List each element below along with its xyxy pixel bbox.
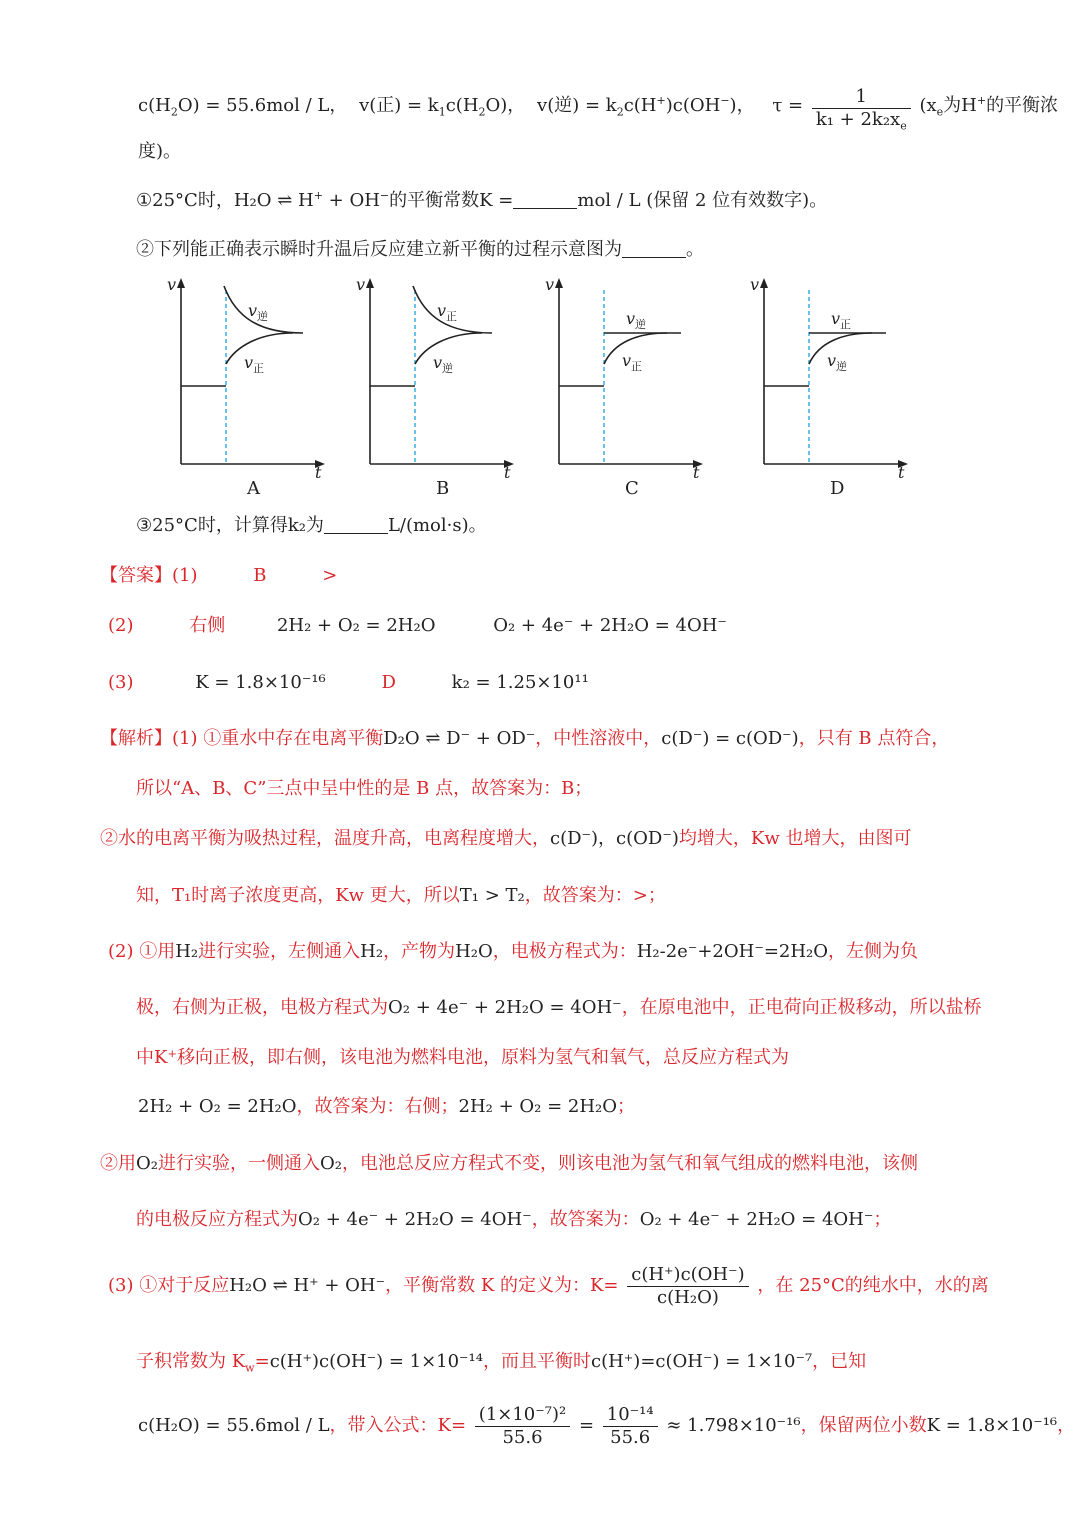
fraction-denominator: 55.6	[610, 1427, 651, 1448]
text: ②下列能正确表示瞬时升温后反应建立新平衡的过程示意图为	[136, 239, 622, 260]
k-calc-fraction-2	[603, 1404, 658, 1449]
text: v(逆) = k	[537, 95, 617, 116]
text: ③25°C时，计算得k₂为	[136, 515, 324, 536]
answer-blank[interactable]	[622, 239, 686, 258]
upper-rate-label: v	[248, 301, 258, 320]
text: O₂ + 4e⁻ + 2H₂O = 4OH⁻	[388, 997, 622, 1018]
analysis-line-8	[138, 1095, 635, 1119]
axis-label-v: v	[750, 275, 760, 294]
fraction-denominator	[812, 109, 911, 131]
y-axis-arrow	[555, 278, 563, 288]
graph-letter: B	[436, 478, 450, 499]
axis-label-t: t	[693, 463, 700, 482]
text: ，	[1057, 1415, 1076, 1436]
lower-rate-curve	[226, 333, 293, 364]
tau-fraction	[812, 86, 911, 131]
upper-rate-label: v	[831, 309, 841, 328]
upper-rate-subscript: 逆	[635, 318, 646, 331]
text: c(H	[138, 95, 171, 116]
lower-rate-curve	[415, 333, 482, 364]
lower-rate-subscript: 逆	[442, 362, 453, 375]
text: K = 1.8×10⁻¹⁶	[926, 1415, 1058, 1436]
text: 进行实验，一侧通入	[157, 1153, 320, 1174]
upper-rate-subscript: 逆	[257, 310, 268, 323]
text: O₂ + 4e⁻ + 2H₂O = 4OH⁻	[639, 1209, 874, 1230]
k-definition-fraction	[627, 1264, 748, 1309]
text: 子积常数为 K	[136, 1351, 246, 1372]
text: 【解析】(1) ①重水中存在电离平衡	[100, 728, 384, 749]
lower-rate-subscript: 正	[631, 360, 642, 373]
text: 2H₂ + O₂ = 2H₂O	[276, 615, 436, 636]
analysis-line-3	[100, 827, 911, 851]
axis-label-v: v	[356, 275, 366, 294]
graph-letter: C	[625, 478, 639, 499]
text: H₂O ⇌ H⁺ + OH⁻	[229, 1275, 386, 1296]
text: (2)	[108, 615, 134, 636]
analysis-line-13	[138, 1404, 1075, 1449]
text: 均增大，Kw 也增大，由图可	[678, 828, 912, 849]
graph-letter: D	[830, 478, 845, 499]
text: ，在原电池中，正电荷向正极移动，所以盐桥	[621, 997, 982, 1018]
analysis-line-9	[100, 1152, 918, 1176]
lower-rate-subscript: 逆	[836, 360, 847, 373]
text: H₂	[360, 941, 384, 962]
text: k₁ + 2k₂x	[815, 109, 901, 130]
axis-label-t: t	[898, 463, 905, 482]
analysis-line-11	[108, 1264, 989, 1309]
upper-rate-subscript: 正	[446, 310, 457, 323]
text: ，只有 B 点符合，	[798, 728, 950, 749]
text: (3)	[108, 672, 134, 693]
text: D	[381, 672, 396, 693]
text: c(H₂O) = 55.6mol / L	[138, 1415, 330, 1436]
text: 极，右侧为正极，电极方程式为	[136, 997, 388, 1018]
text: 的平衡常数K =	[389, 190, 514, 211]
fraction-numerator: 1	[812, 86, 911, 109]
y-axis-arrow	[177, 278, 185, 288]
line-rate-expressions: $c(H_2O) = 55.6mol / L$， v(正) = $k_1c(H_2O)$， v(逆) = $k_2c(H^+)c(OH^-)$， τ = $\frac{1}{k_1 + 2k_2x_e}$ ($x_e$为H+的平衡浓	[138, 86, 1059, 133]
text: 2H₂ + O₂ = 2H₂O	[138, 1096, 297, 1117]
text: ①25°C时，H₂O ⇌ H	[136, 190, 314, 211]
text: 的平衡浓	[986, 95, 1059, 116]
text: D₂O ⇌ D⁻ + OD⁻	[383, 728, 536, 749]
text: mol / L (保留 2 位有效数字)。	[577, 190, 828, 211]
text: (3) ①对于反应	[108, 1275, 230, 1296]
lower-rate-subscript: 正	[253, 362, 264, 375]
text: O₂	[136, 1153, 158, 1174]
analysis-line-12	[136, 1350, 866, 1374]
text: ②用	[100, 1153, 136, 1174]
text: (x	[919, 95, 937, 116]
fraction-denominator: 55.6	[502, 1427, 543, 1448]
lower-rate-label: v	[622, 351, 632, 370]
answer-label: 【答案】(1)	[100, 565, 198, 586]
text: 的电极反应方程式为	[136, 1209, 298, 1230]
fraction-numerator: (1×10⁻⁷)²	[475, 1404, 570, 1427]
text: 知，T₁时离子浓度更高，Kw 更大，所以	[136, 885, 460, 906]
upper-rate-label: v	[626, 309, 636, 328]
lower-rate-label: v	[244, 353, 254, 372]
question-3	[136, 514, 487, 538]
text: O₂	[319, 1153, 342, 1174]
text: ≈ 1.798×10⁻¹⁶	[666, 1415, 801, 1436]
text: 。	[686, 239, 704, 260]
text: ，在 25°C的纯水中，水的离	[757, 1275, 989, 1296]
axis-label-t: t	[504, 463, 511, 482]
text: )，	[729, 95, 755, 116]
upper-rate-label: v	[437, 301, 447, 320]
analysis-line-10	[136, 1208, 891, 1232]
lower-rate-label: v	[433, 353, 443, 372]
text: ；	[617, 1096, 636, 1117]
text: =	[578, 1415, 595, 1436]
axis-label-t: t	[315, 463, 322, 482]
text: c(D⁻)，c(OD⁻)	[550, 828, 679, 849]
fraction-denominator: c(H₂O)	[657, 1287, 719, 1308]
text: O₂ + 4e⁻ + 2H₂O = 4OH⁻	[298, 1209, 532, 1230]
text: ，故答案为：>；	[524, 885, 666, 906]
analysis-line-6	[136, 996, 982, 1020]
text: c(H⁺)c(OH⁻) = 1×10⁻¹⁴	[269, 1351, 483, 1372]
text: e	[936, 105, 944, 119]
analysis-line-4	[136, 884, 666, 908]
fraction-numerator: c(H⁺)c(OH⁻)	[627, 1264, 748, 1287]
y-axis-arrow	[760, 278, 768, 288]
text: v(正) = k	[359, 95, 439, 116]
upper-rate-subscript: 正	[840, 318, 851, 331]
question-2	[136, 238, 704, 262]
analysis-line-1	[100, 727, 949, 751]
text: H₂	[175, 941, 199, 962]
text: ，而且平衡时	[483, 1351, 591, 1372]
text: c(H	[445, 95, 479, 116]
text: O)，	[485, 95, 526, 116]
text: 为H	[943, 95, 977, 116]
y-axis-arrow	[366, 278, 374, 288]
text: k₂ = 1.25×10¹¹	[451, 672, 589, 693]
text: H₂-2e⁻+2OH⁻=2H₂O	[636, 941, 829, 962]
analysis-line-7: 中K⁺移向正极，即右侧，该电池为燃料电池，原料为氢气和氧气，总反应方程式为	[136, 1047, 789, 1068]
text: ②水的电离平衡为吸热过程，温度升高，电离程度增大，	[100, 828, 550, 849]
text: L/(mol·s)。	[387, 515, 487, 536]
text: ，左侧为负	[828, 941, 919, 962]
answer-blank[interactable]	[324, 515, 388, 534]
text: ；	[873, 1209, 892, 1230]
text: 2H₂ + O₂ = 2H₂O	[458, 1096, 618, 1117]
text: O) = 55.6mol / L，	[177, 95, 348, 116]
text: T₁ > T₂	[459, 885, 525, 906]
text: ，已知	[812, 1351, 867, 1372]
text: ，电池总反应方程式不变，则该电池为氢气和氧气组成的燃料电池，该侧	[341, 1153, 918, 1174]
text: O₂ + 4e⁻ + 2H₂O = 4OH⁻	[493, 615, 727, 636]
axis-label-v: v	[167, 275, 177, 294]
text: 进行实验，左侧通入	[198, 941, 361, 962]
text: ，带入公式：K=	[329, 1415, 467, 1436]
answer-line-3	[108, 671, 589, 695]
analysis-line-2: 所以“A、B、C”三点中呈中性的是 B 点，故答案为：B；	[136, 778, 593, 799]
answer-line-1	[100, 564, 337, 588]
graph-letter: A	[247, 478, 260, 499]
question-1: ①25°C时，H₂O ⇌ H+ + OH−的平衡常数K = mol / L (保留 2 位有效数字)。	[136, 189, 828, 211]
text: B	[253, 565, 267, 586]
text: ，中性溶液中，	[535, 728, 662, 749]
text: + OH	[322, 190, 380, 211]
line-continuation: 度)。	[138, 141, 182, 162]
text: >	[322, 565, 338, 586]
analysis-line-5	[108, 940, 918, 964]
text: (2) ①用	[108, 941, 176, 962]
text: ，保留两位小数	[800, 1415, 927, 1436]
text: c(H	[623, 95, 657, 116]
answer-blank[interactable]	[513, 190, 577, 209]
text: w	[245, 1361, 255, 1375]
lower-rate-label: v	[827, 351, 837, 370]
text: ，故答案为：	[531, 1209, 640, 1230]
fraction-numerator: 10⁻¹⁴	[603, 1404, 658, 1427]
text: ，电极方程式为：	[492, 941, 637, 962]
text: ，平衡常数 K 的定义为：K=	[385, 1275, 619, 1296]
axis-label-v: v	[545, 275, 555, 294]
answer-line-2	[108, 614, 727, 638]
k-calc-fraction-1	[475, 1404, 570, 1449]
text: H₂O	[455, 941, 493, 962]
text: c(H⁺)=c(OH⁻) = 1×10⁻⁷	[591, 1351, 813, 1372]
text: )c(OH	[665, 95, 721, 116]
text: τ =	[772, 95, 804, 116]
text: K = 1.8×10⁻¹⁶	[195, 672, 326, 693]
text: c(D⁻) = c(OD⁻)	[661, 728, 799, 749]
text: e	[900, 119, 907, 133]
text: ，产物为	[383, 941, 456, 962]
text: ，故答案为：右侧；	[296, 1096, 459, 1117]
text: 右侧	[189, 615, 226, 636]
rate-graphs	[0, 272, 1080, 502]
text: =	[254, 1351, 270, 1372]
